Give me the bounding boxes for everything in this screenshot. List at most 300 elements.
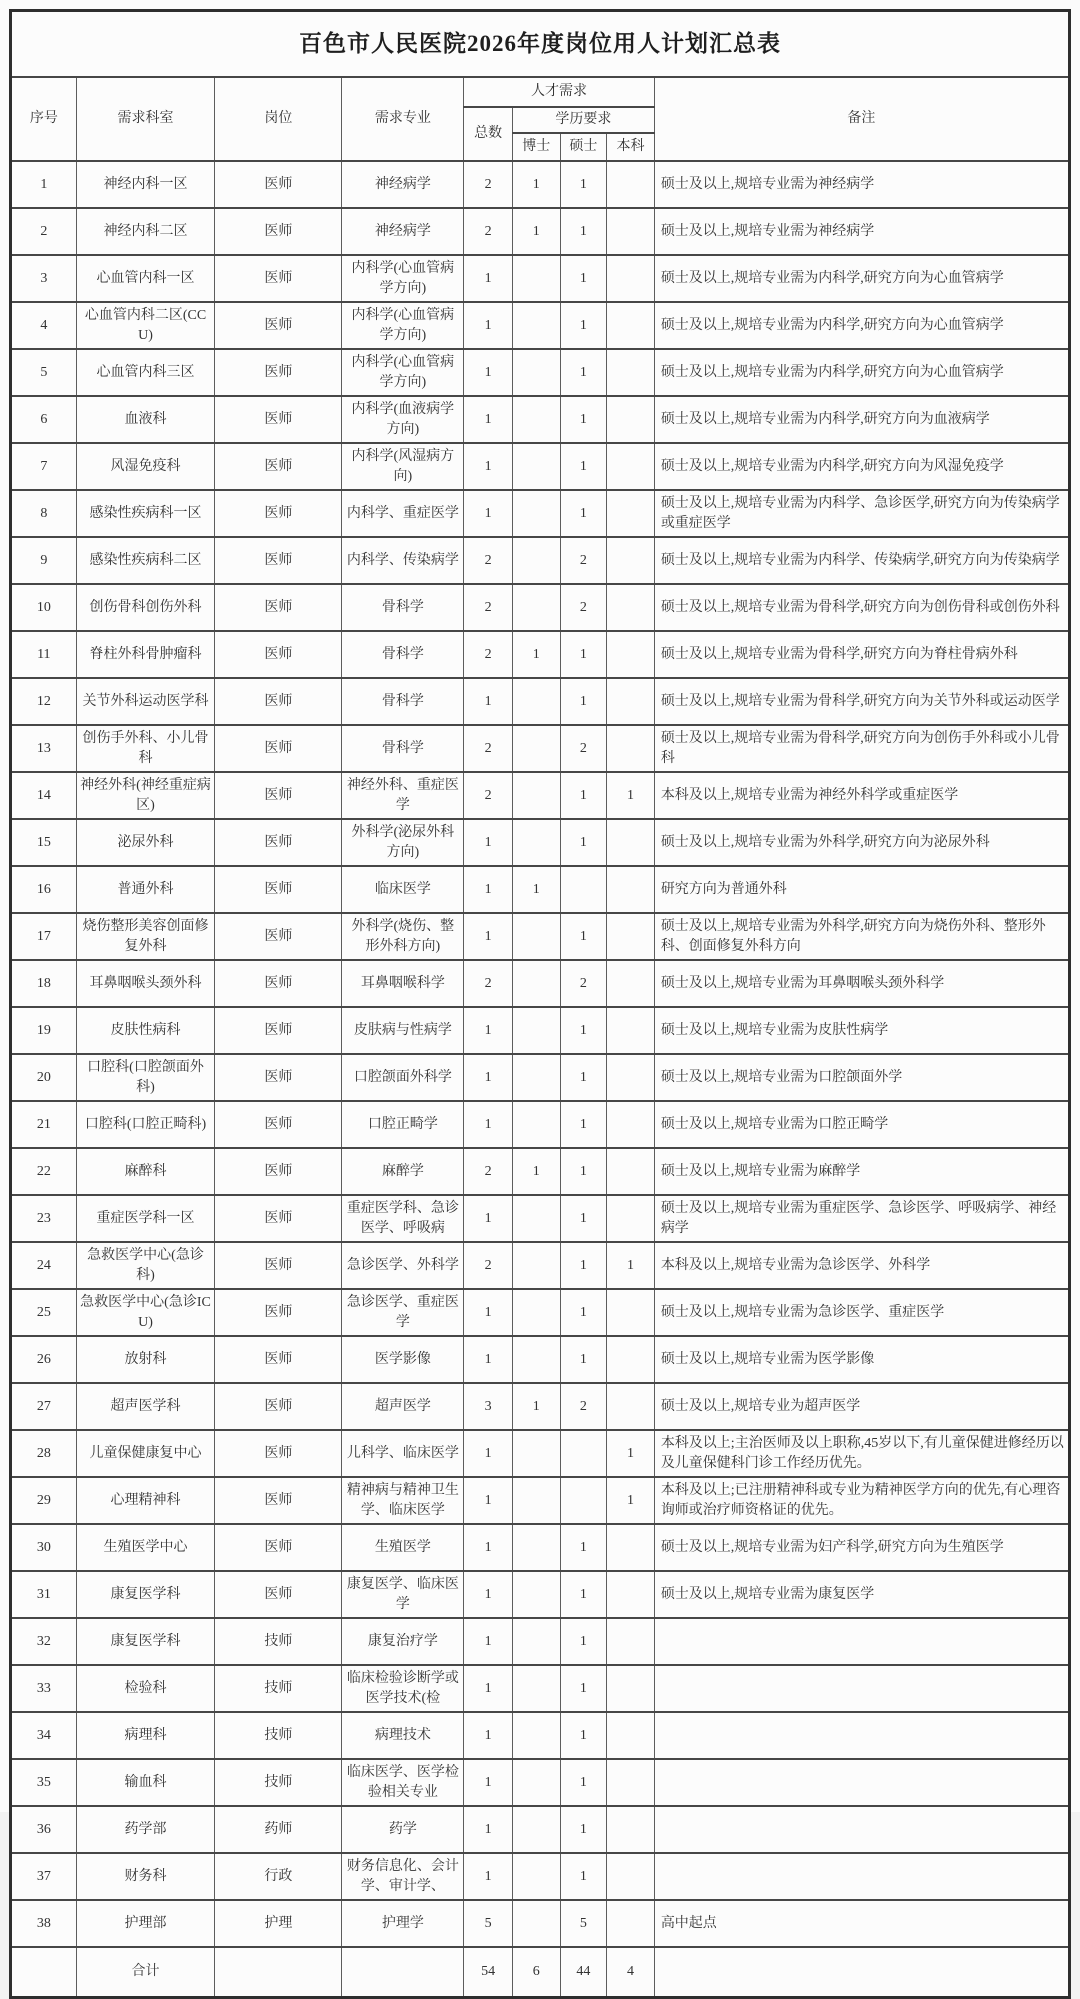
col-header-post: 岗位 [215, 77, 342, 161]
cell-post: 技师 [215, 1665, 342, 1712]
cell-remark: 硕士及以上,规培专业需为口腔正畸学 [654, 1101, 1069, 1148]
cell-master: 1 [560, 302, 607, 349]
cell-bachelor [607, 1101, 655, 1148]
cell-bachelor [607, 1383, 655, 1430]
cell-master: 1 [560, 631, 607, 678]
cell-department: 心理精神科 [76, 1477, 215, 1524]
table-row [11, 443, 1070, 490]
table-row [11, 1900, 1070, 1947]
cell-phd [512, 1806, 560, 1853]
cell-total: 2 [464, 161, 513, 208]
cell-phd: 1 [512, 1148, 560, 1195]
cell-seq: 7 [11, 443, 77, 490]
title-row [11, 11, 1070, 78]
cell-major: 外科学(烧伤、整形外科方向) [342, 913, 464, 960]
cell-total: 1 [464, 1195, 513, 1242]
cell-post: 医师 [215, 443, 342, 490]
cell-major: 精神病与精神卫生学、临床医学 [342, 1477, 464, 1524]
table-row [11, 1806, 1070, 1853]
cell-master: 1 [560, 1148, 607, 1195]
cell-total: 1 [464, 1665, 513, 1712]
cell-bachelor [607, 255, 655, 302]
cell-master: 1 [560, 1571, 607, 1618]
cell-major: 耳鼻咽喉科学 [342, 960, 464, 1007]
cell-department: 创伤骨科创伤外科 [76, 584, 215, 631]
cell-seq: 25 [11, 1289, 77, 1336]
table-row [11, 913, 1070, 960]
cell-department: 耳鼻咽喉头颈外科 [76, 960, 215, 1007]
table-row [11, 584, 1070, 631]
cell-post: 医师 [215, 208, 342, 255]
cell-department: 神经内科二区 [76, 208, 215, 255]
table-row [11, 1665, 1070, 1712]
cell-department: 放射科 [76, 1336, 215, 1383]
cell-phd [512, 1007, 560, 1054]
cell-master: 2 [560, 725, 607, 772]
cell-department: 感染性疾病科一区 [76, 490, 215, 537]
cell-total: 1 [464, 1712, 513, 1759]
cell-department: 血液科 [76, 396, 215, 443]
cell-bachelor [607, 584, 655, 631]
cell-major: 药学 [342, 1806, 464, 1853]
total-remark-cell [654, 1947, 1069, 1998]
cell-master: 1 [560, 678, 607, 725]
cell-phd [512, 1195, 560, 1242]
cell-department: 检验科 [76, 1665, 215, 1712]
cell-department: 急救医学中心(急诊科) [76, 1242, 215, 1289]
cell-phd [512, 490, 560, 537]
cell-remark [654, 1618, 1069, 1665]
cell-seq: 10 [11, 584, 77, 631]
cell-total: 1 [464, 1806, 513, 1853]
cell-master: 2 [560, 1383, 607, 1430]
col-header-total: 总数 [464, 107, 513, 161]
cell-phd [512, 1665, 560, 1712]
cell-post: 药师 [215, 1806, 342, 1853]
cell-remark: 硕士及以上,规培专业需为重症医学、急诊医学、呼吸病学、神经病学 [654, 1195, 1069, 1242]
cell-phd: 1 [512, 1383, 560, 1430]
cell-seq: 14 [11, 772, 77, 819]
cell-seq: 29 [11, 1477, 77, 1524]
cell-bachelor [607, 1900, 655, 1947]
cell-seq: 30 [11, 1524, 77, 1571]
cell-phd [512, 584, 560, 631]
cell-remark: 硕士及以上,规培专业需为皮肤性病学 [654, 1007, 1069, 1054]
cell-phd [512, 1900, 560, 1947]
cell-major: 骨科学 [342, 631, 464, 678]
table-row [11, 396, 1070, 443]
cell-phd [512, 1524, 560, 1571]
cell-major: 超声医学 [342, 1383, 464, 1430]
cell-post: 医师 [215, 161, 342, 208]
cell-remark: 硕士及以上,规培专业需为外科学,研究方向为泌尿外科 [654, 819, 1069, 866]
cell-bachelor [607, 396, 655, 443]
cell-post: 医师 [215, 537, 342, 584]
cell-bachelor [607, 1195, 655, 1242]
cell-remark: 硕士及以上,规培专业需为骨科学,研究方向为创伤骨科或创伤外科 [654, 584, 1069, 631]
cell-department: 心血管内科三区 [76, 349, 215, 396]
cell-master: 1 [560, 1665, 607, 1712]
cell-remark: 硕士及以上,规培专业需为耳鼻咽喉头颈外科学 [654, 960, 1069, 1007]
table-row [11, 1242, 1070, 1289]
cell-bachelor: 1 [607, 1430, 655, 1477]
cell-bachelor [607, 866, 655, 913]
cell-phd [512, 255, 560, 302]
cell-post: 医师 [215, 1289, 342, 1336]
cell-department: 泌尿外科 [76, 819, 215, 866]
cell-total: 1 [464, 1477, 513, 1524]
cell-master [560, 866, 607, 913]
cell-seq: 12 [11, 678, 77, 725]
total-master: 44 [560, 1947, 607, 1998]
cell-remark: 硕士及以上,规培专业为超声医学 [654, 1383, 1069, 1430]
cell-post: 医师 [215, 396, 342, 443]
cell-major: 财务信息化、会计学、审计学、 [342, 1853, 464, 1900]
cell-bachelor [607, 631, 655, 678]
cell-bachelor [607, 161, 655, 208]
cell-master: 1 [560, 913, 607, 960]
cell-post: 医师 [215, 255, 342, 302]
cell-total: 5 [464, 1900, 513, 1947]
cell-phd [512, 1712, 560, 1759]
table-row [11, 255, 1070, 302]
cell-total: 1 [464, 1571, 513, 1618]
cell-remark [654, 1665, 1069, 1712]
table-row [11, 1477, 1070, 1524]
table-row [11, 866, 1070, 913]
cell-major: 神经病学 [342, 161, 464, 208]
cell-master: 1 [560, 396, 607, 443]
cell-seq: 36 [11, 1806, 77, 1853]
total-major-cell [342, 1947, 464, 1998]
cell-master: 1 [560, 1336, 607, 1383]
table-row [11, 1571, 1070, 1618]
cell-bachelor [607, 1336, 655, 1383]
cell-bachelor: 1 [607, 1242, 655, 1289]
cell-major: 内科学(风湿病方向) [342, 443, 464, 490]
cell-department: 麻醉科 [76, 1148, 215, 1195]
cell-remark: 硕士及以上,规培专业需为内科学,研究方向为血液病学 [654, 396, 1069, 443]
cell-seq: 13 [11, 725, 77, 772]
cell-post: 医师 [215, 302, 342, 349]
cell-post: 医师 [215, 1336, 342, 1383]
cell-bachelor [607, 302, 655, 349]
cell-seq: 27 [11, 1383, 77, 1430]
cell-master: 1 [560, 1101, 607, 1148]
cell-major: 临床医学 [342, 866, 464, 913]
cell-remark: 高中起点 [654, 1900, 1069, 1947]
cell-department: 脊柱外科骨肿瘤科 [76, 631, 215, 678]
cell-master: 1 [560, 161, 607, 208]
cell-phd [512, 1759, 560, 1806]
cell-department: 创伤手外科、小儿骨科 [76, 725, 215, 772]
cell-total: 2 [464, 537, 513, 584]
cell-remark: 硕士及以上,规培专业需为骨科学,研究方向为关节外科或运动医学 [654, 678, 1069, 725]
cell-post: 医师 [215, 1430, 342, 1477]
cell-total: 1 [464, 1054, 513, 1101]
cell-post: 医师 [215, 1101, 342, 1148]
cell-phd [512, 302, 560, 349]
cell-department: 输血科 [76, 1759, 215, 1806]
cell-remark: 硕士及以上,规培专业需为神经病学 [654, 208, 1069, 255]
cell-department: 超声医学科 [76, 1383, 215, 1430]
table-row [11, 819, 1070, 866]
cell-seq: 19 [11, 1007, 77, 1054]
cell-remark: 硕士及以上,规培专业需为内科学,研究方向为心血管病学 [654, 349, 1069, 396]
cell-bachelor: 1 [607, 1477, 655, 1524]
cell-post: 医师 [215, 1571, 342, 1618]
cell-master: 2 [560, 584, 607, 631]
cell-remark [654, 1759, 1069, 1806]
cell-total: 1 [464, 490, 513, 537]
table-row [11, 208, 1070, 255]
cell-post: 医师 [215, 631, 342, 678]
table-row [11, 1054, 1070, 1101]
cell-phd [512, 1336, 560, 1383]
cell-phd [512, 349, 560, 396]
cell-phd [512, 913, 560, 960]
cell-major: 内科学、传染病学 [342, 537, 464, 584]
cell-total: 1 [464, 443, 513, 490]
header-row-1 [11, 77, 1070, 107]
cell-phd: 1 [512, 631, 560, 678]
cell-master: 1 [560, 1054, 607, 1101]
cell-bachelor [607, 1853, 655, 1900]
cell-master: 1 [560, 1806, 607, 1853]
cell-phd [512, 396, 560, 443]
cell-post: 医师 [215, 725, 342, 772]
cell-department: 重症医学科一区 [76, 1195, 215, 1242]
cell-major: 临床检验诊断学或医学技术(检 [342, 1665, 464, 1712]
table-row [11, 490, 1070, 537]
cell-bachelor [607, 1712, 655, 1759]
cell-department: 感染性疾病科二区 [76, 537, 215, 584]
cell-total: 2 [464, 960, 513, 1007]
cell-major: 内科学、重症医学 [342, 490, 464, 537]
col-header-seq: 序号 [11, 77, 77, 161]
cell-total: 1 [464, 678, 513, 725]
cell-phd [512, 772, 560, 819]
cell-phd: 1 [512, 161, 560, 208]
cell-post: 医师 [215, 960, 342, 1007]
cell-bachelor [607, 678, 655, 725]
cell-phd [512, 1430, 560, 1477]
cell-seq: 32 [11, 1618, 77, 1665]
cell-phd [512, 1101, 560, 1148]
cell-major: 神经外科、重症医学 [342, 772, 464, 819]
cell-seq: 4 [11, 302, 77, 349]
cell-bachelor [607, 1007, 655, 1054]
cell-post: 医师 [215, 1148, 342, 1195]
table-row [11, 1618, 1070, 1665]
cell-phd [512, 537, 560, 584]
table-row [11, 1289, 1070, 1336]
recruitment-plan-table [9, 9, 1071, 1999]
cell-seq: 8 [11, 490, 77, 537]
cell-master: 1 [560, 1712, 607, 1759]
cell-master: 1 [560, 1242, 607, 1289]
cell-seq: 3 [11, 255, 77, 302]
cell-master: 1 [560, 1618, 607, 1665]
table-row [11, 537, 1070, 584]
col-header-demand-group: 人才需求 [464, 77, 655, 107]
cell-major: 康复治疗学 [342, 1618, 464, 1665]
cell-post: 医师 [215, 819, 342, 866]
cell-department: 烧伤整形美容创面修复外科 [76, 913, 215, 960]
cell-major: 口腔颌面外科学 [342, 1054, 464, 1101]
cell-remark: 硕士及以上,规培专业需为骨科学,研究方向为创伤手外科或小儿骨科 [654, 725, 1069, 772]
total-count: 54 [464, 1947, 513, 1998]
table-row [11, 772, 1070, 819]
cell-department: 心血管内科一区 [76, 255, 215, 302]
cell-bachelor [607, 1524, 655, 1571]
cell-seq: 34 [11, 1712, 77, 1759]
cell-phd [512, 725, 560, 772]
cell-seq: 23 [11, 1195, 77, 1242]
cell-department: 康复医学科 [76, 1618, 215, 1665]
cell-phd: 1 [512, 208, 560, 255]
cell-total: 2 [464, 208, 513, 255]
cell-post: 医师 [215, 1195, 342, 1242]
cell-phd [512, 1618, 560, 1665]
table-row [11, 631, 1070, 678]
cell-master: 5 [560, 1900, 607, 1947]
cell-major: 内科学(心血管病学方向) [342, 255, 464, 302]
cell-department: 风湿免疫科 [76, 443, 215, 490]
cell-post: 医师 [215, 772, 342, 819]
cell-post: 技师 [215, 1618, 342, 1665]
cell-total: 2 [464, 772, 513, 819]
cell-total: 1 [464, 1101, 513, 1148]
cell-seq: 11 [11, 631, 77, 678]
cell-department: 心血管内科二区(CCU) [76, 302, 215, 349]
cell-remark: 硕士及以上,规培专业需为妇产科学,研究方向为生殖医学 [654, 1524, 1069, 1571]
cell-bachelor [607, 1618, 655, 1665]
cell-total: 1 [464, 1759, 513, 1806]
cell-major: 医学影像 [342, 1336, 464, 1383]
cell-bachelor [607, 819, 655, 866]
cell-post: 医师 [215, 1383, 342, 1430]
cell-major: 骨科学 [342, 678, 464, 725]
cell-seq: 22 [11, 1148, 77, 1195]
cell-department: 口腔科(口腔正畸科) [76, 1101, 215, 1148]
table-row [11, 1195, 1070, 1242]
cell-major: 口腔正畸学 [342, 1101, 464, 1148]
cell-seq: 35 [11, 1759, 77, 1806]
cell-remark: 本科及以上;主治医师及以上职称,45岁以下,有儿童保健进修经历以及儿童保健科门诊工作经历优先。 [654, 1430, 1069, 1477]
cell-total: 1 [464, 255, 513, 302]
cell-remark: 硕士及以上,规培专业需为急诊医学、重症医学 [654, 1289, 1069, 1336]
cell-major: 康复医学、临床医学 [342, 1571, 464, 1618]
cell-bachelor [607, 1289, 655, 1336]
cell-total: 2 [464, 1242, 513, 1289]
cell-post: 医师 [215, 349, 342, 396]
cell-phd [512, 443, 560, 490]
cell-total: 1 [464, 819, 513, 866]
cell-bachelor [607, 1054, 655, 1101]
cell-seq: 21 [11, 1101, 77, 1148]
cell-total: 1 [464, 349, 513, 396]
cell-seq: 26 [11, 1336, 77, 1383]
cell-remark: 本科及以上,规培专业需为神经外科学或重症医学 [654, 772, 1069, 819]
cell-department: 神经外科(神经重症病区) [76, 772, 215, 819]
cell-master: 1 [560, 490, 607, 537]
table-body [11, 161, 1070, 1947]
col-header-remark: 备注 [654, 77, 1069, 161]
cell-major: 急诊医学、外科学 [342, 1242, 464, 1289]
cell-master: 1 [560, 819, 607, 866]
cell-major: 临床医学、医学检验相关专业 [342, 1759, 464, 1806]
cell-major: 重症医学科、急诊医学、呼吸病 [342, 1195, 464, 1242]
cell-remark: 硕士及以上,规培专业需为内科学、急诊医学,研究方向为传染病学或重症医学 [654, 490, 1069, 537]
table-row [11, 1007, 1070, 1054]
total-phd: 6 [512, 1947, 560, 1998]
cell-seq: 24 [11, 1242, 77, 1289]
cell-total: 1 [464, 913, 513, 960]
cell-total: 1 [464, 1289, 513, 1336]
cell-major: 神经病学 [342, 208, 464, 255]
table-row [11, 725, 1070, 772]
cell-total: 3 [464, 1383, 513, 1430]
cell-remark [654, 1853, 1069, 1900]
table-row [11, 1853, 1070, 1900]
cell-department: 口腔科(口腔颌面外科) [76, 1054, 215, 1101]
cell-seq: 16 [11, 866, 77, 913]
total-seq-cell [11, 1947, 77, 1998]
col-header-department: 需求科室 [76, 77, 215, 161]
cell-seq: 9 [11, 537, 77, 584]
cell-bachelor [607, 913, 655, 960]
cell-total: 1 [464, 302, 513, 349]
cell-seq: 31 [11, 1571, 77, 1618]
table-row [11, 1524, 1070, 1571]
cell-major: 儿科学、临床医学 [342, 1430, 464, 1477]
table-row [11, 1712, 1070, 1759]
total-label: 合计 [76, 1947, 215, 1998]
cell-phd [512, 1289, 560, 1336]
cell-department: 儿童保健康复中心 [76, 1430, 215, 1477]
cell-department: 药学部 [76, 1806, 215, 1853]
cell-seq: 28 [11, 1430, 77, 1477]
col-header-bachelor: 本科 [607, 133, 655, 161]
cell-remark: 硕士及以上,规培专业需为内科学,研究方向为风湿免疫学 [654, 443, 1069, 490]
cell-phd [512, 960, 560, 1007]
cell-remark: 硕士及以上,规培专业需为康复医学 [654, 1571, 1069, 1618]
table-row [11, 302, 1070, 349]
cell-master: 1 [560, 349, 607, 396]
total-post-cell [215, 1947, 342, 1998]
table-row [11, 349, 1070, 396]
table-row [11, 1148, 1070, 1195]
cell-total: 1 [464, 1524, 513, 1571]
cell-department: 财务科 [76, 1853, 215, 1900]
cell-major: 内科学(血液病学方向) [342, 396, 464, 443]
cell-department: 病理科 [76, 1712, 215, 1759]
cell-total: 1 [464, 1853, 513, 1900]
cell-department: 康复医学科 [76, 1571, 215, 1618]
table-row [11, 1759, 1070, 1806]
cell-remark: 硕士及以上,规培专业需为骨科学,研究方向为脊柱骨病外科 [654, 631, 1069, 678]
cell-phd [512, 1477, 560, 1524]
cell-master [560, 1430, 607, 1477]
cell-bachelor [607, 725, 655, 772]
cell-seq: 37 [11, 1853, 77, 1900]
cell-remark: 本科及以上,规培专业需为急诊医学、外科学 [654, 1242, 1069, 1289]
cell-major: 生殖医学 [342, 1524, 464, 1571]
cell-total: 2 [464, 584, 513, 631]
cell-bachelor [607, 490, 655, 537]
cell-total: 1 [464, 396, 513, 443]
